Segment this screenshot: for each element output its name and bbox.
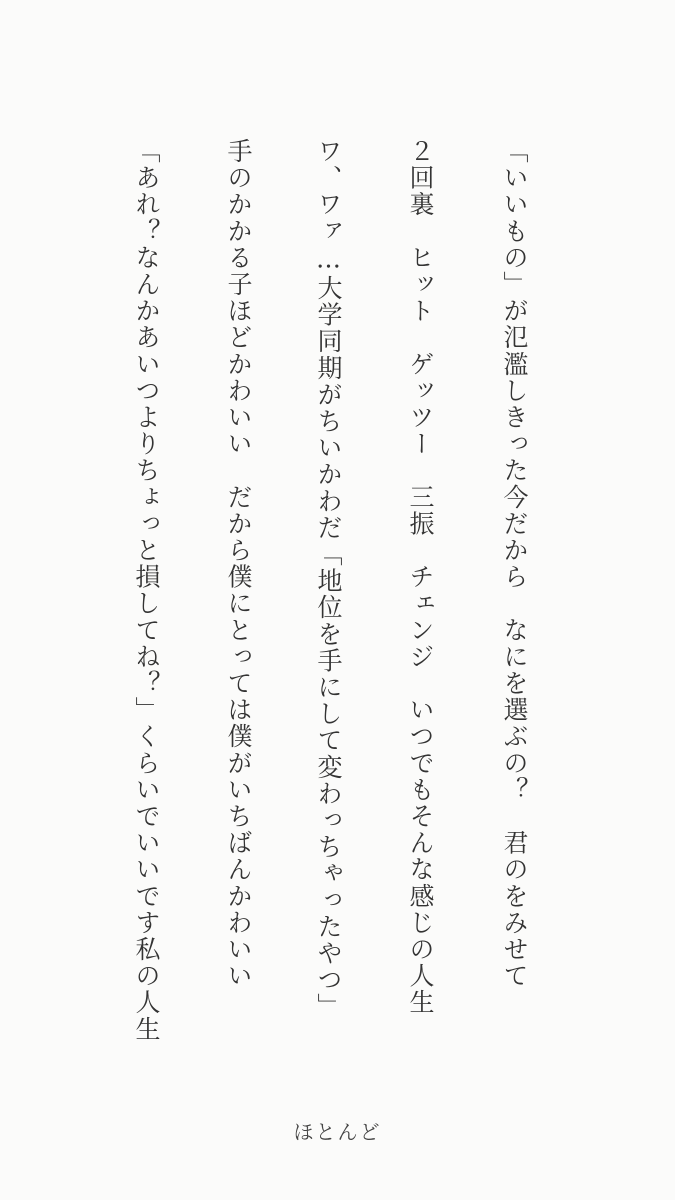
poem-line: 手のかかる子ほどかわいい だから僕にとっては僕がいちばんかわいい xyxy=(224,138,253,990)
poem-line: 「いいもの」が氾濫しきった今だから なにを選ぶの？ 君のをみせて xyxy=(500,138,529,990)
poem-line: ２回裏 ヒット ゲッツー 三振 チェンジ いつでもそんな感じの人生 xyxy=(406,138,435,1016)
poem xyxy=(0,138,675,1043)
poem-line: 「あれ？なんかあいつよりちょっと損してね？」くらいでいいです私の人生 xyxy=(132,138,161,1043)
author-signature: ほとんど xyxy=(293,1120,382,1144)
poem-line: ワ、ワァ…大学同期がちいかわだ「地位を手にして変わっちゃったやつ」 xyxy=(314,138,343,1020)
